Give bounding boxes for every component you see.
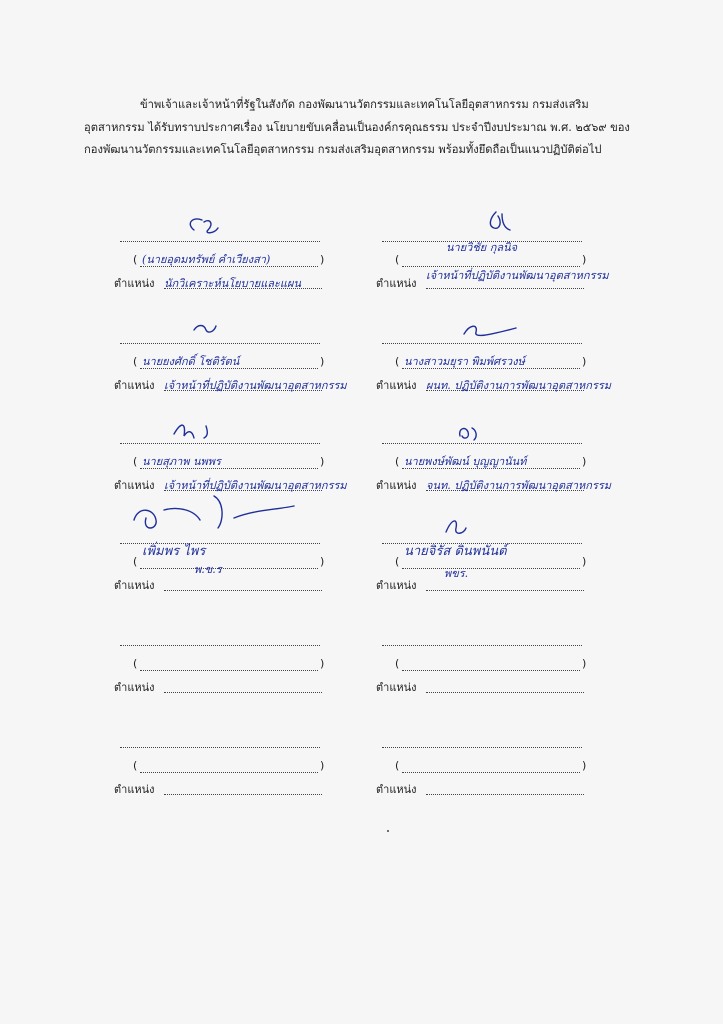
signature-line [120, 443, 320, 444]
signature-block-11 [84, 714, 324, 804]
handwritten-name: นางสาวมยุรา พิมพ์ศรวงษ์ [404, 355, 525, 368]
page-dot-mark [387, 830, 389, 832]
name-line [402, 670, 580, 671]
name-close-paren: ) [320, 759, 325, 772]
handwritten-signature [416, 310, 536, 350]
signature-block-3 [84, 310, 347, 400]
name-line [402, 772, 580, 773]
position-label: ตำแหน่ง [114, 783, 155, 796]
handwritten-name: นายยงศักดิ์ โชติรัตน์ [142, 355, 240, 368]
signature-block-4 [346, 310, 612, 400]
position-label: ตำแหน่ง [376, 379, 417, 392]
handwritten-position: ผนท. ปฏิบัติงานการพัฒนาอุตสาหกรรม [426, 379, 612, 392]
signature-line [120, 241, 320, 242]
name-open-paren: ( [133, 253, 138, 266]
handwritten-name: นายวิชัย กุลนิจ [446, 241, 518, 254]
acknowledgement-paragraph [84, 94, 640, 162]
position-label: ตำแหน่ง [114, 277, 155, 290]
paragraph-text: ข้าพเจ้าและเจ้าหน้าที่รัฐในสังกัด กองพัฒนานวัตกรรมและเทคโนโลยีอุตสาหกรรม กรมส่งเสริมอุตสาหกรรม ได้รับทราบประกาศเรื่อง นโยบายขับเคลื่อนเป็นองค์กรคุณธรรม ประจำปีงบประมาณ พ.ศ. ๒๕๖๙ ของ กองพัฒนานวัตกรรมและเทคโนโลยีอุตสาหกรรม กรมส่งเสริมอุตสาหกรรม พร้อมทั้งยึดถือเป็นแนวปฏิบัติต่อไป [84, 98, 630, 156]
name-open-paren: ( [395, 455, 400, 468]
handwritten-name: นายพงษ์พัฒน์ บุญญานันท์ [404, 455, 527, 468]
name-close-paren: ) [320, 455, 325, 468]
handwritten-signature [154, 208, 274, 248]
position-label: ตำแหน่ง [114, 579, 155, 592]
name-open-paren: ( [133, 657, 138, 670]
position-line [164, 794, 322, 795]
name-line [402, 568, 580, 569]
name-close-paren: ) [320, 253, 325, 266]
name-close-paren: ) [582, 657, 587, 670]
position-label: ตำแหน่ง [114, 681, 155, 694]
signature-block-10 [346, 612, 586, 702]
name-open-paren: ( [395, 355, 400, 368]
handwritten-name: เพิ่มพร ไพร [142, 544, 206, 559]
name-open-paren: ( [395, 657, 400, 670]
position-label: ตำแหน่ง [114, 479, 155, 492]
position-line [164, 590, 322, 591]
handwritten-position: เจ้าหน้าที่ปฏิบัติงานพัฒนาอุตสาหกรรม [426, 269, 609, 282]
name-line [140, 772, 318, 773]
signature-block-8 [346, 510, 586, 600]
position-line [426, 794, 584, 795]
handwritten-position: พขร. [444, 567, 469, 580]
name-open-paren: ( [395, 759, 400, 772]
signature-block-1 [84, 208, 324, 298]
name-close-paren: ) [582, 759, 587, 772]
position-label: ตำแหน่ง [114, 379, 155, 392]
signature-block-7 [84, 510, 324, 600]
position-label: ตำแหน่ง [376, 479, 417, 492]
signature-block-5 [84, 410, 347, 500]
position-label: ตำแหน่ง [376, 579, 417, 592]
handwritten-position: เจ้าหน้าที่ปฏิบัติงานพัฒนาอุตสาหกรรม [164, 479, 347, 492]
signature-line [120, 343, 320, 344]
position-label: ตำแหน่ง [376, 783, 417, 796]
name-close-paren: ) [582, 253, 587, 266]
name-open-paren: ( [395, 555, 400, 568]
handwritten-position: พ.ข.ร [194, 563, 222, 576]
name-close-paren: ) [582, 355, 587, 368]
signature-block-9 [84, 612, 324, 702]
signature-line [382, 443, 582, 444]
name-open-paren: ( [395, 253, 400, 266]
position-label: ตำแหน่ง [376, 681, 417, 694]
signature-line [382, 747, 582, 748]
handwritten-position: เจ้าหน้าที่ปฏิบัติงานพัฒนาอุตสาหกรรม [164, 379, 347, 392]
handwritten-name: นายสุภาพ นพพร [142, 455, 221, 468]
handwritten-name: (นายอุดมทรัพย์ คำเวียงสา) [142, 253, 271, 266]
signature-line [382, 343, 582, 344]
name-line [140, 670, 318, 671]
signature-line [120, 645, 320, 646]
signature-line [120, 747, 320, 748]
handwritten-name: นายจิรัส ดินพนันต์ [404, 544, 507, 559]
name-open-paren: ( [133, 759, 138, 772]
handwritten-position: จนท. ปฏิบัติงานการพัฒนาอุตสาหกรรม [426, 479, 612, 492]
name-close-paren: ) [320, 355, 325, 368]
position-line [426, 692, 584, 693]
handwritten-signature [154, 310, 274, 350]
signature-block-2 [346, 208, 609, 298]
handwritten-signature [154, 410, 274, 450]
position-label: ตำแหน่ง [376, 277, 417, 290]
name-close-paren: ) [582, 555, 587, 568]
name-open-paren: ( [133, 555, 138, 568]
name-open-paren: ( [133, 355, 138, 368]
signature-block-6 [346, 410, 612, 500]
name-close-paren: ) [320, 657, 325, 670]
position-line [426, 288, 584, 289]
handwritten-signature [416, 410, 536, 450]
name-close-paren: ) [320, 555, 325, 568]
name-close-paren: ) [582, 455, 587, 468]
signature-line [382, 645, 582, 646]
position-line [164, 692, 322, 693]
signature-block-12 [346, 714, 586, 804]
handwritten-position: นักวิเคราะห์นโยบายและแผน [164, 277, 301, 290]
position-line [426, 590, 584, 591]
name-line [140, 568, 318, 569]
name-open-paren: ( [133, 455, 138, 468]
